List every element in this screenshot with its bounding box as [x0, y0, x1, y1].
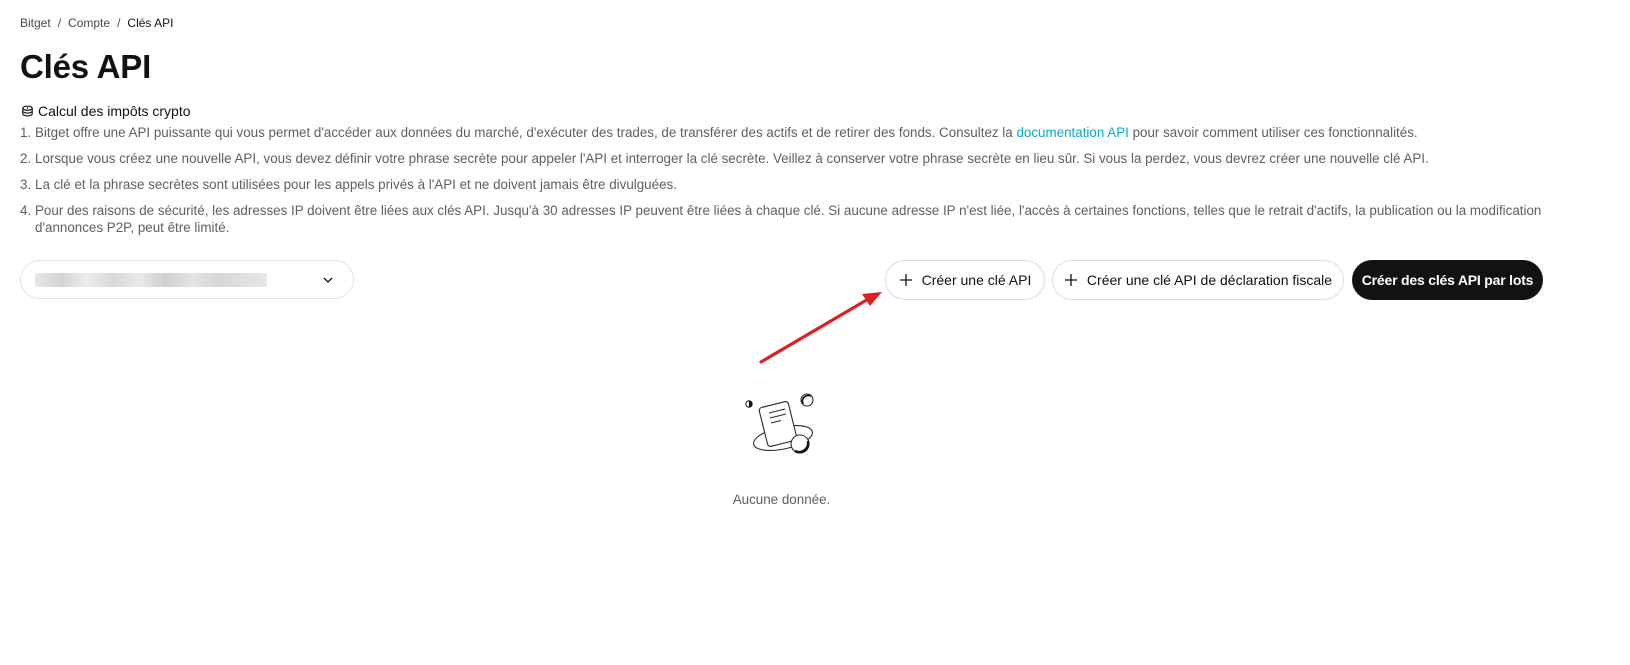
note-number: 2.: [20, 151, 32, 166]
account-select-value-blurred: [35, 273, 267, 287]
breadcrumb-current: Clés API: [127, 16, 174, 30]
api-notes-list: [20, 124, 1550, 245]
note-item: [20, 124, 1550, 141]
create-api-key-button[interactable]: [885, 260, 1045, 300]
create-tax-api-key-button[interactable]: [1052, 260, 1344, 300]
tax-calculator-label: Calcul des impôts crypto: [38, 103, 191, 119]
page-title: Clés API: [20, 48, 152, 85]
api-documentation-link[interactable]: documentation API: [1016, 125, 1129, 140]
note-text-after: pour savoir comment utiliser ces fonctionnalités.: [1128, 125, 1418, 140]
plus-icon: [899, 273, 913, 287]
create-api-key-label: Créer une clé API: [921, 272, 1032, 288]
empty-document-icon: [744, 392, 822, 462]
empty-state-text: Aucune donnée.: [732, 492, 831, 507]
note-number: 4.: [20, 203, 32, 218]
note-text: Pour des raisons de sécurité, les adresses IP doivent être liées aux clés API. Jusqu'à 30 adresses IP peuvent être liées à chaque clé. Si aucune adresse IP n'est liée, l'accès à certaines fonctions, telles que le retrait d'actifs, la publication ou la modification d'annonces P2P, peut être limité.: [35, 203, 1542, 235]
chevron-down-icon: [322, 274, 334, 286]
tax-calculator-link[interactable]: [20, 103, 191, 119]
annotation-arrow: [758, 288, 888, 368]
note-number: 1.: [20, 125, 32, 140]
note-text: Lorsque vous créez une nouvelle API, vous devez définir votre phrase secrète pour appeler l'API et interroger la clé secrète. Veillez à conserver votre phrase secrète en lieu sûr. Si vous la perdez, vous devrez créer une nouvelle clé API.: [35, 151, 1429, 166]
plus-icon: [1064, 273, 1078, 287]
note-number: 3.: [20, 177, 32, 192]
note-text: [35, 124, 1550, 141]
note-item: [20, 176, 1550, 193]
breadcrumb-item-bitget[interactable]: Bitget: [20, 16, 51, 30]
create-tax-api-key-label: Créer une clé API de déclaration fiscale: [1086, 272, 1333, 288]
breadcrumb: [20, 16, 173, 30]
account-select[interactable]: [20, 260, 354, 299]
note-item: [20, 202, 1550, 236]
breadcrumb-separator: /: [117, 16, 121, 30]
breadcrumb-item-compte[interactable]: Compte: [68, 16, 111, 30]
note-text: La clé et la phrase secrètes sont utilisées pour les appels privés à l'API et ne doivent jamais être divulguées.: [35, 177, 677, 192]
breadcrumb-separator: /: [57, 16, 62, 30]
tax-coin-icon: [20, 104, 35, 119]
note-item: [20, 150, 1550, 167]
batch-create-api-keys-button[interactable]: [1352, 260, 1543, 300]
note-text-before: Bitget offre une API puissante qui vous permet d'accéder aux données du marché, d'exécuter des trades, de transférer des actifs et de retirer des fonds. Consultez la: [35, 125, 1017, 140]
batch-create-label: Créer des clés API par lots: [1361, 272, 1534, 288]
